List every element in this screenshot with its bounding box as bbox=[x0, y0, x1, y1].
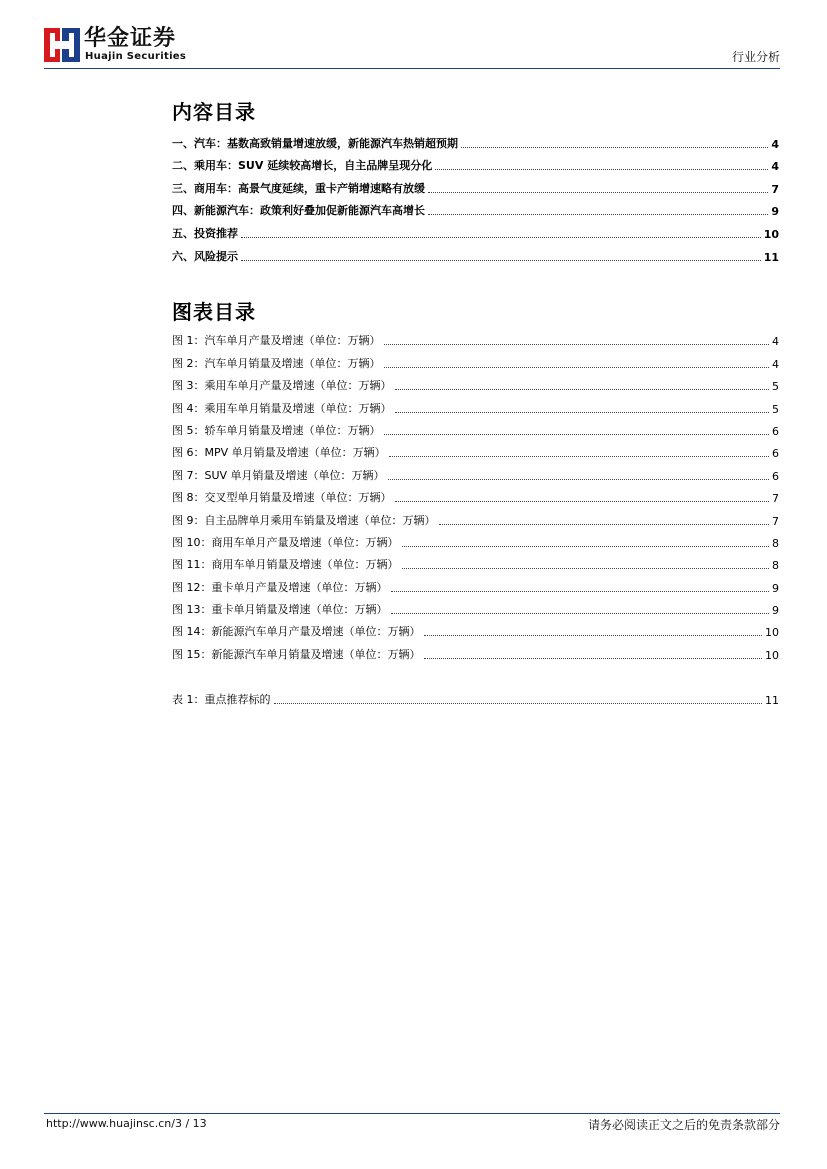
dot-leader bbox=[402, 545, 770, 547]
figure-entry[interactable] bbox=[172, 326, 779, 348]
figure-entry-page: 5 bbox=[772, 380, 779, 394]
toc-entry-page: 4 bbox=[771, 160, 779, 174]
figure-entry-label: 图 14：新能源汽车单月产量及增速（单位：万辆） bbox=[172, 625, 421, 639]
dot-leader bbox=[391, 590, 770, 592]
figure-entry[interactable] bbox=[172, 371, 779, 393]
toc-entry[interactable] bbox=[172, 218, 779, 241]
figure-entry-label: 图 6：MPV 单月销量及增速（单位：万辆） bbox=[172, 446, 386, 460]
header-divider bbox=[44, 68, 780, 69]
figure-entry[interactable] bbox=[172, 460, 779, 482]
dot-leader bbox=[389, 455, 769, 457]
toc-entry-label: 三、商用车：高景气度延续，重卡产销增速略有放缓 bbox=[172, 181, 425, 195]
figure-entry[interactable] bbox=[172, 393, 779, 415]
dot-leader bbox=[384, 343, 770, 345]
dot-leader bbox=[384, 433, 770, 435]
toc-entry-label: 二、乘用车：SUV 延续较高增长，自主品牌呈现分化 bbox=[172, 159, 433, 173]
dot-leader bbox=[395, 388, 770, 390]
figure-entry-label: 图 1：汽车单月产量及增速（单位：万辆） bbox=[172, 334, 381, 348]
table-entry[interactable] bbox=[172, 685, 779, 707]
figure-entry-page: 5 bbox=[772, 402, 779, 416]
dot-leader bbox=[391, 612, 770, 614]
figure-entry-page: 8 bbox=[772, 559, 779, 573]
figure-entry-label: 图 8：交叉型单月销量及增速（单位：万辆） bbox=[172, 491, 392, 505]
logo-chinese-name: 华金证券 bbox=[84, 26, 177, 51]
figure-entry-label: 图 15：新能源汽车单月销量及增速（单位：万辆） bbox=[172, 647, 421, 661]
logo-english-name: Huajin Securities bbox=[85, 51, 187, 62]
figure-entry-page: 10 bbox=[765, 626, 779, 640]
figure-entry[interactable] bbox=[172, 595, 779, 617]
figure-entry-page: 4 bbox=[772, 335, 779, 349]
figure-entry-label: 图 12：重卡单月产量及增速（单位：万辆） bbox=[172, 580, 388, 594]
toc-entry[interactable] bbox=[172, 128, 779, 151]
toc-entry-page: 7 bbox=[771, 182, 779, 196]
dot-leader bbox=[395, 500, 770, 502]
figure-entry-page: 6 bbox=[772, 447, 779, 461]
figure-entry-page: 6 bbox=[772, 469, 779, 483]
dot-leader bbox=[428, 191, 768, 193]
figure-entry-label: 图 5：轿车单月销量及增速（单位：万辆） bbox=[172, 423, 381, 437]
figure-entry-label: 图 3：乘用车单月产量及增速（单位：万辆） bbox=[172, 379, 392, 393]
figure-entry[interactable] bbox=[172, 505, 779, 527]
huajin-logo-icon bbox=[44, 28, 80, 62]
figure-entry-label: 图 10：商用车单月产量及增速（单位：万辆） bbox=[172, 535, 399, 549]
figure-entry-page: 7 bbox=[772, 514, 779, 528]
figure-entry-label: 图 9：自主品牌单月乘用车销量及增速（单位：万辆） bbox=[172, 513, 436, 527]
toc-entry-page: 9 bbox=[771, 205, 779, 219]
dot-leader bbox=[439, 523, 770, 525]
dot-leader bbox=[384, 366, 770, 368]
figure-entry-page: 4 bbox=[772, 357, 779, 371]
dot-leader bbox=[241, 236, 761, 238]
figure-entry[interactable] bbox=[172, 639, 779, 661]
toc-entry-page: 4 bbox=[771, 137, 779, 151]
toc-entry-label: 六、风险提示 bbox=[172, 249, 238, 263]
toc-entry[interactable] bbox=[172, 241, 779, 264]
figures-title: 图表目录 bbox=[172, 300, 256, 324]
figure-entry-label: 图 7：SUV 单月销量及增速（单位：万辆） bbox=[172, 468, 385, 482]
figure-entry[interactable] bbox=[172, 438, 779, 460]
report-category: 行业分析 bbox=[731, 50, 780, 64]
dot-leader bbox=[274, 702, 763, 704]
toc-entry-label: 五、投资推荐 bbox=[172, 226, 238, 240]
toc-entry-page: 10 bbox=[763, 227, 779, 241]
footer-divider bbox=[44, 1113, 780, 1114]
figure-entry-page: 6 bbox=[772, 424, 779, 438]
figure-entry-page: 9 bbox=[772, 581, 779, 595]
toc-entry[interactable] bbox=[172, 173, 779, 196]
figure-entry[interactable] bbox=[172, 416, 779, 438]
dot-leader bbox=[435, 168, 768, 170]
footer-url-page[interactable]: http://www.huajinsc.cn/3 / 13 bbox=[46, 1117, 207, 1130]
figure-entry[interactable] bbox=[172, 348, 779, 370]
contents-list bbox=[172, 128, 779, 264]
figure-entry[interactable] bbox=[172, 550, 779, 572]
toc-entry-label: 一、汽车：基数高致销量增速放缓，新能源汽车热销超预期 bbox=[172, 136, 458, 150]
toc-entry[interactable] bbox=[172, 196, 779, 219]
figure-entry-label: 图 13：重卡单月销量及增速（单位：万辆） bbox=[172, 603, 388, 617]
figure-entry[interactable] bbox=[172, 572, 779, 594]
tables-list bbox=[172, 685, 779, 707]
figures-list bbox=[172, 326, 779, 662]
figure-entry-page: 7 bbox=[772, 492, 779, 506]
page-header bbox=[44, 26, 780, 68]
dot-leader bbox=[428, 213, 768, 215]
figure-entry-page: 8 bbox=[772, 536, 779, 550]
table-entry-page: 11 bbox=[765, 694, 779, 708]
toc-entry[interactable] bbox=[172, 151, 779, 174]
figure-entry-label: 图 2：汽车单月销量及增速（单位：万辆） bbox=[172, 356, 381, 370]
dot-leader bbox=[241, 259, 761, 261]
figure-entry-page: 10 bbox=[765, 648, 779, 662]
figure-entry-page: 9 bbox=[772, 604, 779, 618]
figure-entry[interactable] bbox=[172, 483, 779, 505]
figure-entry-label: 图 11：商用车单月销量及增速（单位：万辆） bbox=[172, 558, 399, 572]
figure-entry[interactable] bbox=[172, 528, 779, 550]
dot-leader bbox=[424, 657, 763, 659]
dot-leader bbox=[461, 146, 768, 148]
table-entry-label: 表 1：重点推荐标的 bbox=[172, 693, 271, 707]
contents-title: 内容目录 bbox=[172, 100, 256, 124]
dot-leader bbox=[388, 478, 769, 480]
dot-leader bbox=[402, 567, 770, 569]
toc-entry-page: 11 bbox=[763, 250, 779, 264]
toc-entry-label: 四、新能源汽车：政策利好叠加促新能源汽车高增长 bbox=[172, 204, 425, 218]
footer-disclaimer: 请务必阅读正文之后的免责条款部分 bbox=[587, 1118, 780, 1132]
dot-leader bbox=[424, 634, 763, 636]
dot-leader bbox=[395, 411, 770, 413]
figure-entry-label: 图 4：乘用车单月销量及增速（单位：万辆） bbox=[172, 401, 392, 415]
figure-entry[interactable] bbox=[172, 617, 779, 639]
